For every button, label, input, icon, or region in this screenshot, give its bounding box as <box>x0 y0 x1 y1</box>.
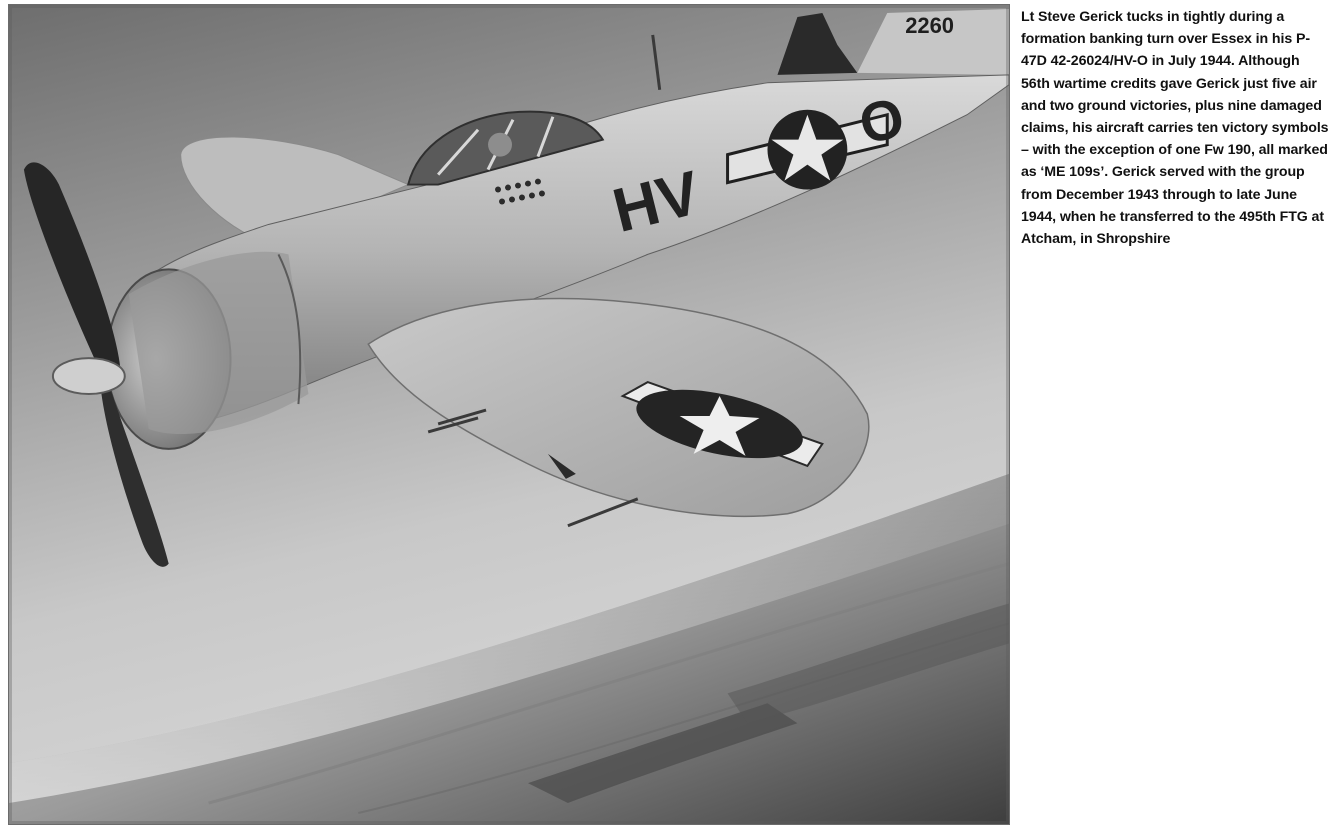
propeller-spinner <box>53 358 125 394</box>
pilot <box>488 133 512 157</box>
tail-serial: 2260 <box>905 12 955 38</box>
aircraft-photo <box>8 4 1010 825</box>
photo-caption: Lt Steve Gerick tucks in tightly during a formation banking turn over Essex in his P-47D 42-26024/HV-O in July 1944. Although 56th wartime credits gave Gerick just five air and two ground victories, plus nine damaged claims, his aircraft carries ten victory symbols – with the exception of one Fw 190, all marked as ‘ME 109s’. Gerick served with the group from December 1943 through to late June 1944, when he transferred to the 495th FTG at Atcham, in Shropshire <box>1021 9 1329 248</box>
fuselage-code-o: O <box>852 84 911 157</box>
fuselage-code-hv: HV <box>606 158 707 247</box>
aircraft-photo-drawing <box>9 5 1009 824</box>
